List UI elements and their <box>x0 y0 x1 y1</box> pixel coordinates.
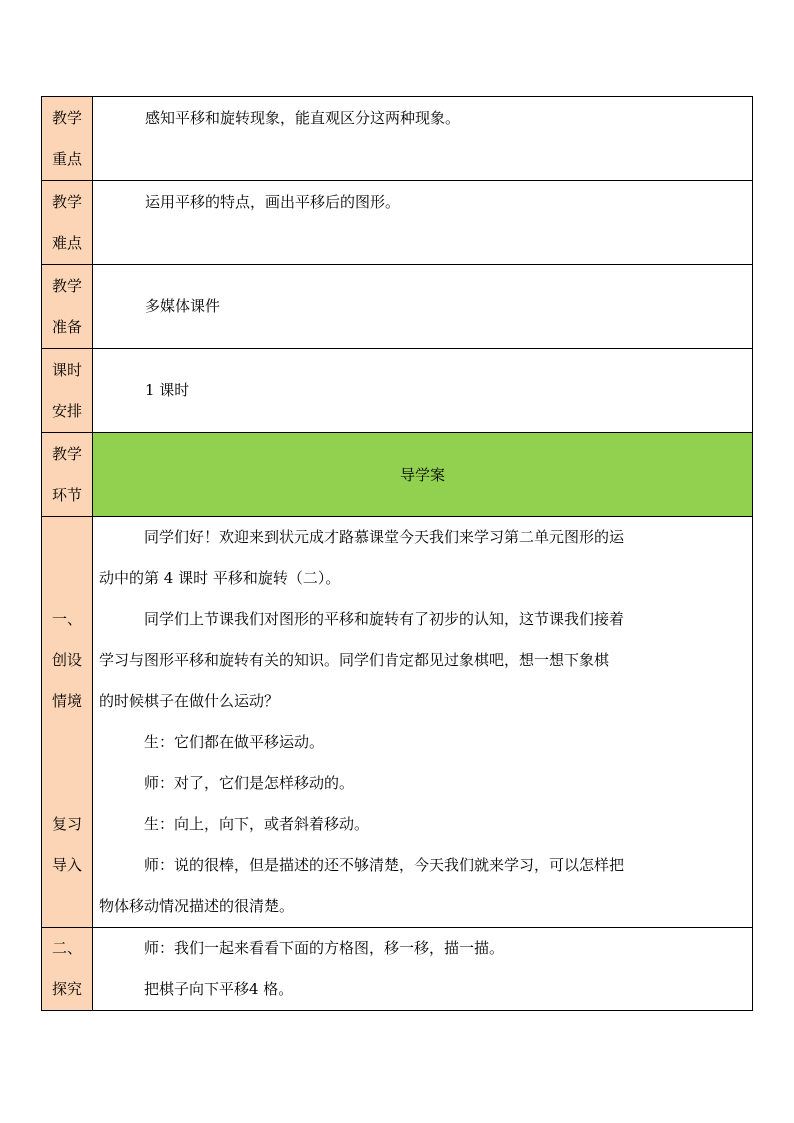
row-section-2 <box>42 928 753 1011</box>
guide-header: 导学案 <box>93 433 753 517</box>
label-section-2: 二、 探究 <box>42 928 93 1011</box>
content-key-points: 感知平移和旋转现象，能直观区分这两种现象。 <box>93 97 753 181</box>
paragraph: 生：向上，向下，或者斜着移动。 <box>144 815 370 833</box>
label-difficulties: 教学 难点 <box>42 181 93 265</box>
paragraph: 师：对了，它们是怎样移动的。 <box>144 774 355 792</box>
content-difficulties: 运用平移的特点，画出平移后的图形。 <box>93 181 753 265</box>
row-preparation <box>42 265 753 349</box>
label-schedule: 课时 安排 <box>42 349 93 433</box>
label-key-points: 教学 重点 <box>42 97 93 181</box>
paragraph: 的时候棋子在做什么运动？ <box>99 692 280 710</box>
paragraph: 师：我们一起来看看下面的方格图，移一移，描一描。 <box>144 939 505 957</box>
row-stage <box>42 433 753 517</box>
content-preparation: 多媒体课件 <box>93 265 753 349</box>
row-key-points <box>42 97 753 181</box>
content-section-1 <box>93 517 753 928</box>
paragraph: 生：它们都在做平移运动。 <box>144 733 325 751</box>
paragraph: 师：说的很棒，但是描述的还不够清楚，今天我们就来学习，可以怎样把 <box>144 856 625 874</box>
paragraph: 动中的第 4 课时 平移和旋转（二）。 <box>99 569 341 587</box>
row-difficulties <box>42 181 753 265</box>
row-schedule <box>42 349 753 433</box>
label-preparation: 教学 准备 <box>42 265 93 349</box>
label-stage: 教学 环节 <box>42 433 93 517</box>
paragraph: 物体移动情况描述的很清楚。 <box>99 897 295 915</box>
row-section-1 <box>42 517 753 928</box>
label-section-1: 一、 创设 情境 复习 导入 <box>42 517 93 928</box>
paragraph: 同学们好！欢迎来到状元成才路慕课堂今天我们来学习第二单元图形的运 <box>144 528 625 546</box>
paragraph: 把棋子向下平移4 格。 <box>144 980 294 998</box>
paragraph: 同学们上节课我们对图形的平移和旋转有了初步的认知，这节课我们接着 <box>144 610 625 628</box>
paragraph: 学习与图形平移和旋转有关的知识。同学们肯定都见过象棋吧，想一想下象棋 <box>99 651 610 669</box>
content-schedule: 1 课时 <box>93 349 753 433</box>
lesson-plan-table <box>41 96 753 1011</box>
content-section-2 <box>93 928 753 1011</box>
